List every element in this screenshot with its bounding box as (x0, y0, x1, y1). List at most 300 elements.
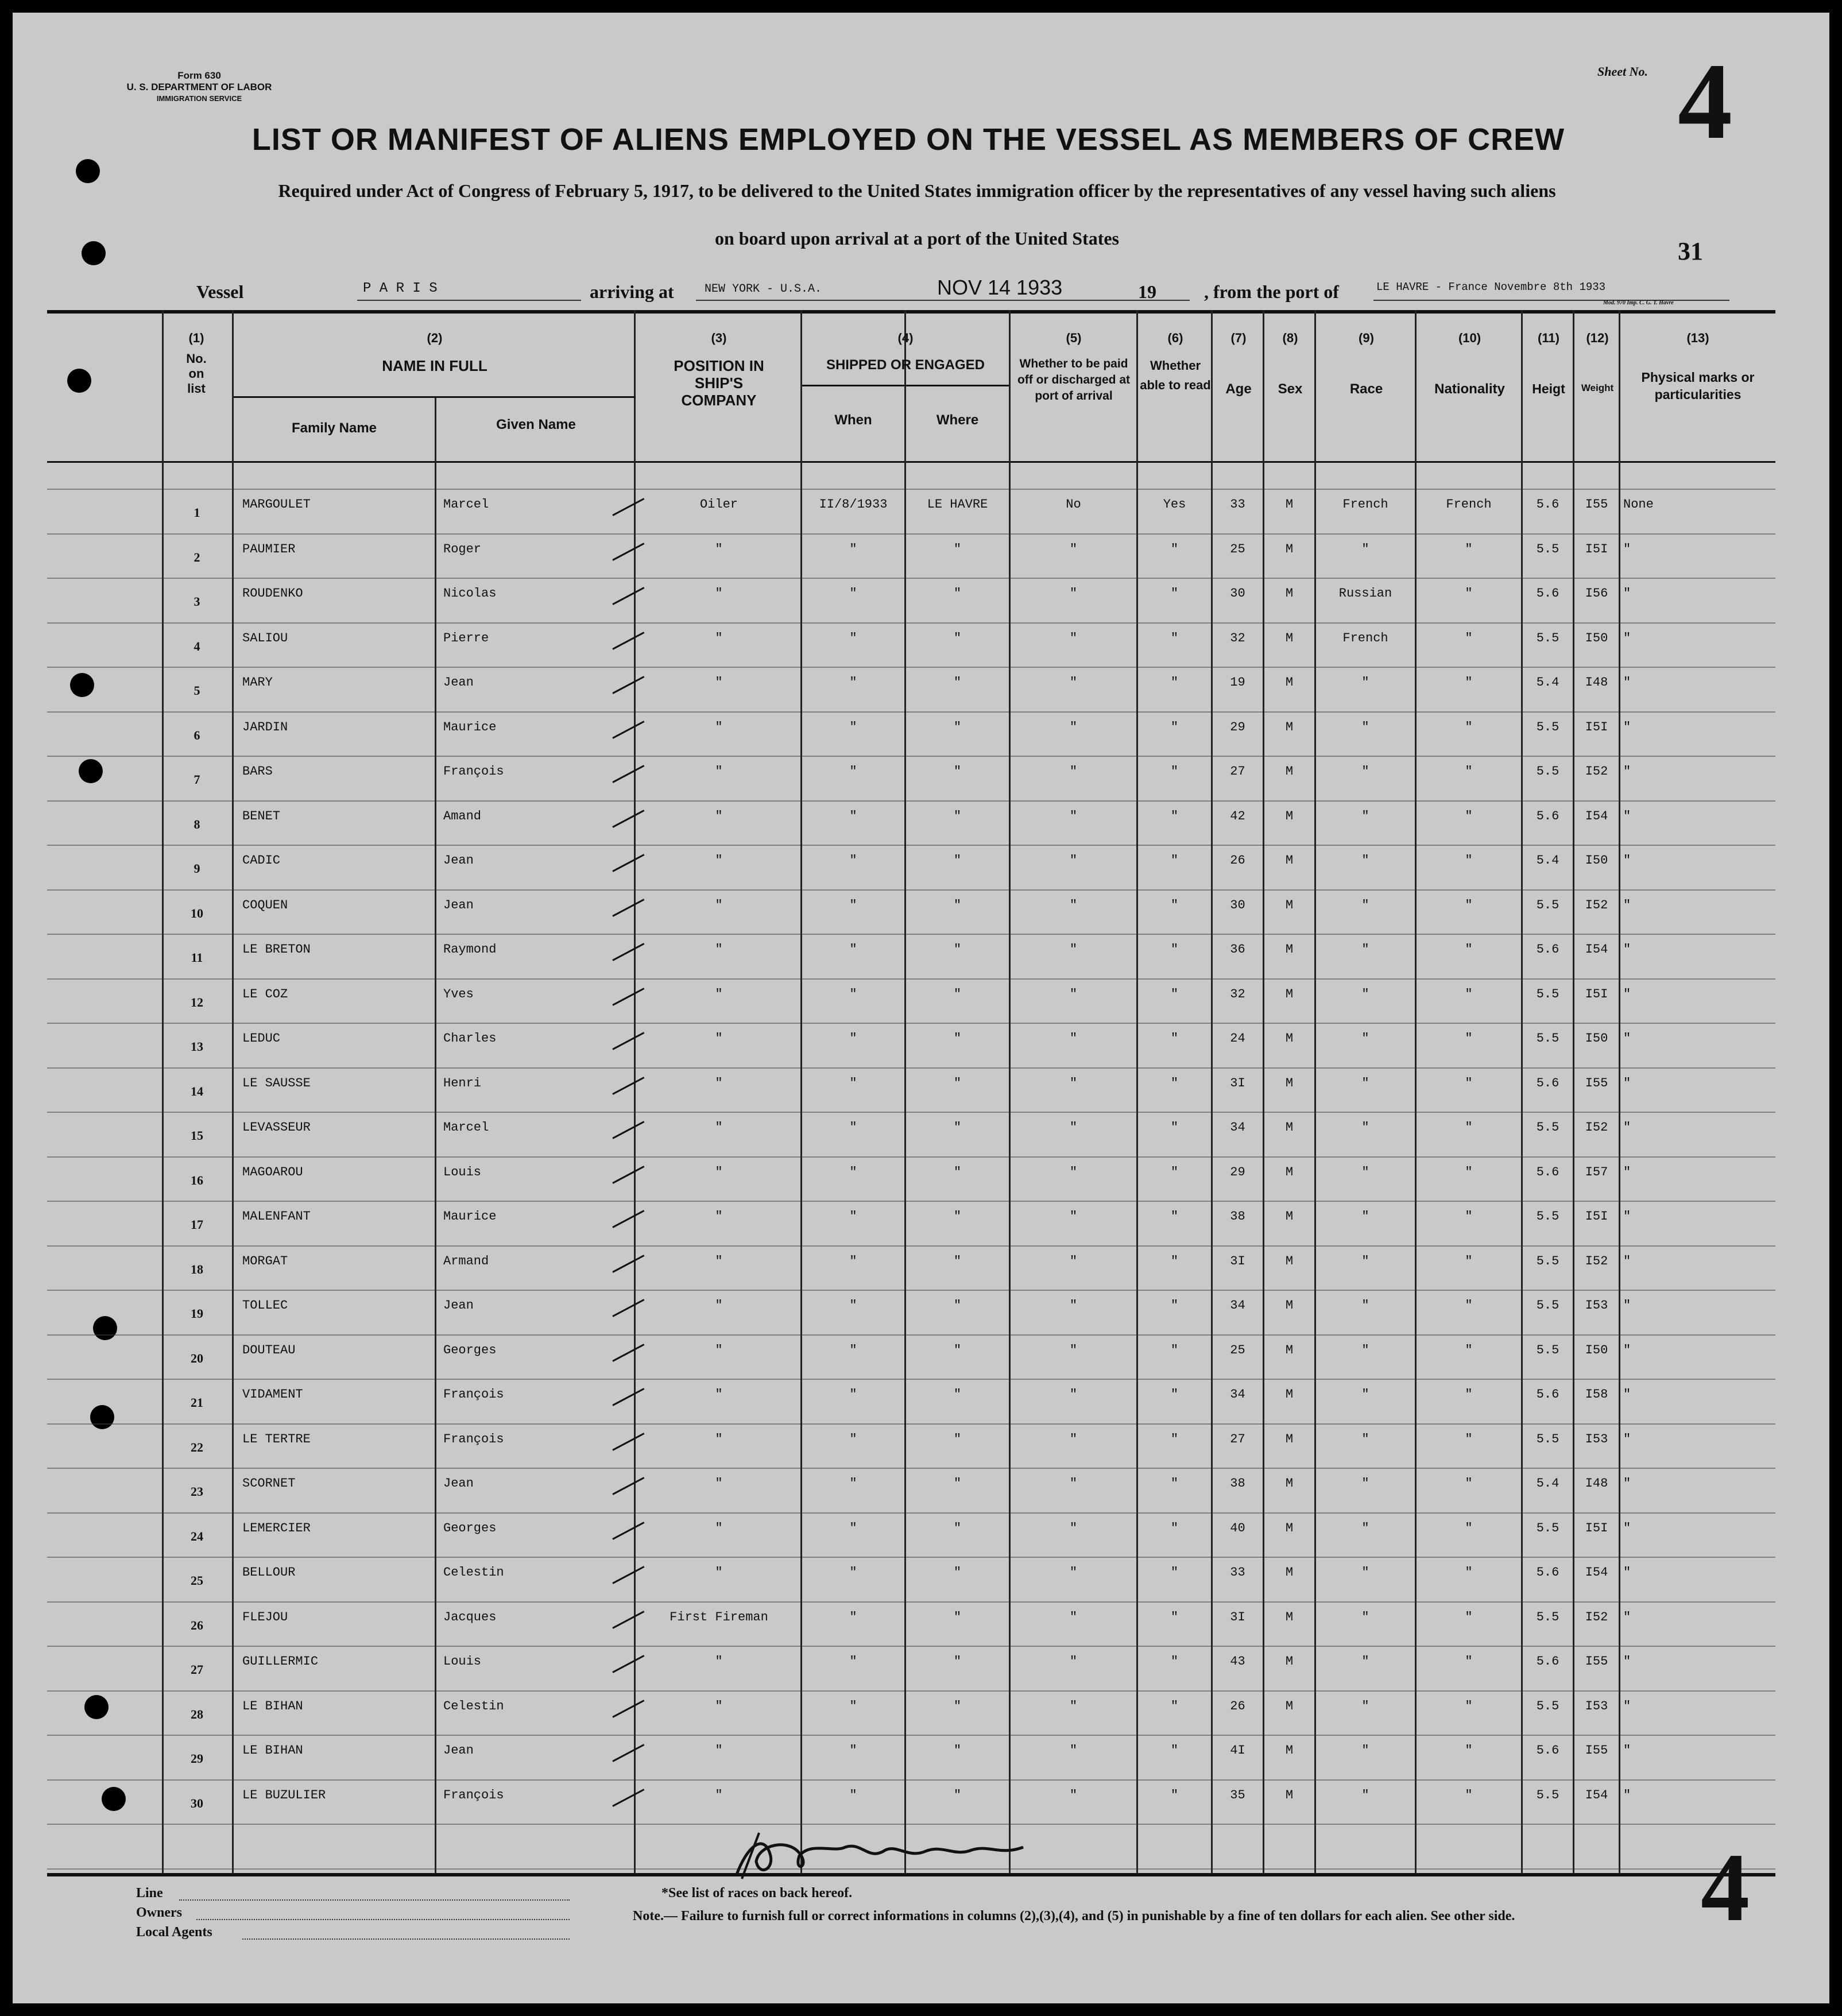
cell-when: " (849, 808, 857, 823)
cell-age: 25 (1230, 541, 1245, 556)
cell-no: 29 (191, 1751, 203, 1766)
subtitle-line-1: Required under Act of Congress of February 5, 1917, to be delivered to the United States immigration officer by the representatives of any vessel having such aliens (278, 180, 1556, 201)
cell-height: 5.5 (1536, 1431, 1559, 1446)
cell-where: " (953, 986, 962, 1001)
cell-where: " (953, 853, 962, 868)
cell-marks: " (1623, 1387, 1631, 1402)
cell-when: " (849, 1743, 857, 1758)
cell-paid: " (1069, 1298, 1078, 1313)
cell-sex: M (1285, 1298, 1294, 1313)
cell-position: " (715, 1031, 723, 1046)
cell-position: " (715, 1342, 723, 1357)
cell-race: " (1361, 1609, 1369, 1624)
cell-no: 1 (194, 505, 200, 520)
cell-height: 5.6 (1536, 942, 1559, 957)
cell-when: " (849, 1609, 857, 1624)
col-6-label: Whether able to read (1140, 358, 1211, 392)
cell-weight: I5I (1585, 1209, 1608, 1224)
cell-family: LE SAUSSE (242, 1075, 311, 1090)
cell-read: " (1170, 1431, 1179, 1446)
cell-marks: " (1623, 1609, 1631, 1624)
col-6-header (1138, 331, 1213, 395)
cell-race: " (1361, 1075, 1369, 1090)
cell-paid: " (1069, 986, 1078, 1001)
cell-where: " (953, 1209, 962, 1224)
table-row (47, 1516, 1775, 1561)
table-row (47, 671, 1775, 715)
cell-paid: " (1069, 1342, 1078, 1357)
cell-height: 5.6 (1536, 808, 1559, 823)
cell-family: MARGOULET (242, 497, 311, 512)
sheet-label: Sheet No. (1597, 64, 1648, 79)
cell-nationality: " (1465, 1698, 1473, 1713)
cell-sex: M (1285, 1209, 1294, 1224)
col-10-header (1417, 331, 1523, 397)
cell-no: 20 (191, 1351, 203, 1365)
cell-nationality: " (1465, 1075, 1473, 1090)
cell-when: " (849, 586, 857, 601)
col-1-label: No. on list (186, 351, 207, 396)
cell-given: Celestin (443, 1565, 504, 1580)
cell-given: Jean (443, 675, 474, 690)
cell-given: Nicolas (443, 586, 497, 601)
cell-when: " (849, 1476, 857, 1491)
cell-nationality: " (1465, 1031, 1473, 1046)
col-3-header (636, 331, 802, 409)
table-row (47, 537, 1775, 582)
cell-age: 25 (1230, 1342, 1245, 1357)
cell-paid: " (1069, 1075, 1078, 1090)
cell-family: BELLOUR (242, 1565, 296, 1580)
cell-height: 5.5 (1536, 1253, 1559, 1268)
cell-age: 43 (1230, 1654, 1245, 1669)
cell-given: Marcel (443, 1120, 489, 1135)
line-label: Line (136, 1886, 163, 1901)
cell-no: 16 (191, 1173, 203, 1187)
service-name: IMMIGRATION SERVICE (156, 94, 242, 103)
cell-read: " (1170, 630, 1179, 645)
punch-hole (76, 159, 100, 183)
cell-age: 38 (1230, 1476, 1245, 1491)
cell-when: " (849, 1787, 857, 1802)
cell-paid: " (1069, 853, 1078, 868)
col-4-where-header: Where (936, 412, 979, 428)
cell-nationality: French (1446, 497, 1492, 512)
cell-no: 28 (191, 1707, 203, 1721)
cell-when: " (849, 1120, 857, 1135)
cell-age: 38 (1230, 1209, 1245, 1224)
cell-height: 5.6 (1536, 1075, 1559, 1090)
department-name: U. S. DEPARTMENT OF LABOR (126, 82, 272, 92)
cell-read: " (1170, 719, 1179, 734)
table-row (47, 760, 1775, 804)
cell-read: " (1170, 1253, 1179, 1268)
cell-race: " (1361, 1476, 1369, 1491)
col-2-family-header: Family Name (291, 420, 377, 436)
cell-race: " (1361, 1209, 1369, 1224)
cell-weight: I48 (1585, 1476, 1608, 1491)
col-2-label: NAME IN FULL (382, 357, 487, 374)
col-10-number: (10) (1458, 331, 1481, 345)
cell-given: Pierre (443, 630, 489, 645)
cell-sex: M (1285, 1253, 1294, 1268)
table-row (47, 1160, 1775, 1205)
cell-no: 25 (191, 1573, 203, 1588)
cell-weight: I52 (1585, 1609, 1608, 1624)
officer-signature (725, 1821, 1046, 1885)
cell-read: " (1170, 1698, 1179, 1713)
cell-sex: M (1285, 1431, 1294, 1446)
cell-no: 22 (191, 1440, 203, 1454)
cell-race: " (1361, 853, 1369, 868)
cell-no: 9 (194, 861, 200, 876)
cell-height: 5.4 (1536, 853, 1559, 868)
header-bottom-rule (47, 461, 1775, 463)
from-port: LE HAVRE - France Novembre 8th 1933 (1376, 281, 1606, 293)
cell-when: " (849, 1387, 857, 1402)
arriving-port: NEW YORK - U.S.A. (705, 283, 822, 296)
cell-race: " (1361, 541, 1369, 556)
cell-read: " (1170, 764, 1179, 779)
cell-height: 5.6 (1536, 1164, 1559, 1179)
cell-paid: " (1069, 1387, 1078, 1402)
cell-race: " (1361, 1520, 1369, 1535)
cell-where: " (953, 1253, 962, 1268)
arriving-label: arriving at (590, 281, 674, 302)
table-row (47, 1472, 1775, 1516)
col-7-header (1213, 331, 1264, 397)
cell-where: " (953, 1120, 962, 1135)
table-row (47, 1427, 1775, 1472)
cell-marks: " (1623, 719, 1631, 734)
cell-when: " (849, 1565, 857, 1580)
cell-position: " (715, 1120, 723, 1135)
cell-height: 5.6 (1536, 497, 1559, 512)
cell-age: 34 (1230, 1298, 1245, 1313)
cell-no: 30 (191, 1796, 203, 1810)
cell-race: " (1361, 897, 1369, 912)
cell-no: 10 (191, 906, 203, 920)
cell-race: " (1361, 1654, 1369, 1669)
col-5-number: (5) (1066, 331, 1082, 345)
cell-marks: " (1623, 1075, 1631, 1090)
cell-read: " (1170, 541, 1179, 556)
cell-family: MALENFANT (242, 1209, 311, 1224)
cell-family: CADIC (242, 853, 281, 868)
cell-race: " (1361, 675, 1369, 690)
cell-weight: I50 (1585, 853, 1608, 868)
cell-read: " (1170, 1520, 1179, 1535)
cell-read: " (1170, 675, 1179, 690)
vessel-label: Vessel (196, 281, 244, 302)
cell-height: 5.5 (1536, 1031, 1559, 1046)
col-7-number: (7) (1230, 331, 1247, 345)
cell-no: 8 (194, 817, 200, 831)
cell-marks: " (1623, 630, 1631, 645)
cell-age: 32 (1230, 630, 1245, 645)
cell-marks: " (1623, 808, 1631, 823)
table-row (47, 626, 1775, 671)
cell-paid: " (1069, 1698, 1078, 1713)
cell-paid: " (1069, 1743, 1078, 1758)
cell-paid: " (1069, 764, 1078, 779)
cell-race: " (1361, 1787, 1369, 1802)
cell-weight: I55 (1585, 1654, 1608, 1669)
cell-when: " (849, 541, 857, 556)
cell-race: French (1342, 497, 1388, 512)
cell-paid: " (1069, 1164, 1078, 1179)
cell-no: 5 (194, 683, 200, 698)
cell-nationality: " (1465, 1520, 1473, 1535)
cell-where: " (953, 942, 962, 957)
cell-read: " (1170, 586, 1179, 601)
cell-age: 3I (1230, 1609, 1245, 1624)
cell-paid: " (1069, 1431, 1078, 1446)
cell-position: " (715, 942, 723, 957)
cell-given: Maurice (443, 1209, 497, 1224)
cell-nationality: " (1465, 675, 1473, 690)
table-row (47, 1605, 1775, 1650)
col-7-label: Age (1225, 381, 1252, 397)
cell-nationality: " (1465, 853, 1473, 868)
cell-marks: " (1623, 986, 1631, 1001)
cell-age: 36 (1230, 942, 1245, 957)
cell-read: " (1170, 1120, 1179, 1135)
table-row (47, 1383, 1775, 1427)
cell-age: 30 (1230, 586, 1245, 601)
cell-weight: I58 (1585, 1387, 1608, 1402)
cell-paid: " (1069, 1209, 1078, 1224)
cell-family: LEVASSEUR (242, 1120, 311, 1135)
cell-read: Yes (1163, 497, 1186, 512)
cell-family: LE BIHAN (242, 1743, 303, 1758)
sheet-number-bottom: 4 (1701, 1833, 1750, 1941)
col-13-number: (13) (1686, 331, 1709, 345)
cell-nationality: " (1465, 1609, 1473, 1624)
col-1-number: (1) (188, 331, 204, 345)
cell-given: François (443, 764, 504, 779)
cell-weight: I5I (1585, 541, 1608, 556)
table-row (47, 849, 1775, 893)
cell-when: " (849, 986, 857, 1001)
crew-manifest-table (47, 310, 1775, 1878)
cell-where: " (953, 1787, 962, 1802)
table-top-rule (47, 310, 1775, 314)
cell-sex: M (1285, 986, 1294, 1001)
manifest-page (13, 13, 1829, 2003)
cell-read: " (1170, 1565, 1179, 1580)
cell-paid: " (1069, 1476, 1078, 1491)
cell-sex: M (1285, 586, 1294, 601)
table-row (47, 1338, 1775, 1383)
col-3-label: POSITION IN SHIP'S COMPANY (674, 357, 764, 409)
cell-sex: M (1285, 897, 1294, 912)
table-row (47, 715, 1775, 760)
cell-race: " (1361, 1743, 1369, 1758)
table-row (47, 982, 1775, 1027)
cell-position: First Fireman (670, 1609, 768, 1624)
col-8-label: Sex (1278, 381, 1303, 397)
cell-given: Roger (443, 541, 482, 556)
cell-height: 5.5 (1536, 1609, 1559, 1624)
cell-paid: " (1069, 808, 1078, 823)
col-12-label: Weight (1581, 382, 1614, 393)
cell-height: 5.5 (1536, 1520, 1559, 1535)
cell-position: " (715, 1698, 723, 1713)
cell-when: " (849, 1298, 857, 1313)
cell-where: " (953, 1342, 962, 1357)
owners-field (196, 1919, 570, 1920)
cell-where: " (953, 1520, 962, 1535)
table-row (47, 493, 1775, 537)
col-3-number: (3) (711, 331, 727, 345)
cell-when: " (849, 719, 857, 734)
cell-family: MAGOAROU (242, 1164, 303, 1179)
cell-where: " (953, 764, 962, 779)
cell-paid: " (1069, 630, 1078, 645)
cell-age: 40 (1230, 1520, 1245, 1535)
cell-given: Celestin (443, 1698, 504, 1713)
cell-where: " (953, 1698, 962, 1713)
cell-marks: " (1623, 764, 1631, 779)
cell-nationality: " (1465, 1565, 1473, 1580)
cell-race: " (1361, 1253, 1369, 1268)
cell-height: 5.4 (1536, 1476, 1559, 1491)
cell-read: " (1170, 1609, 1179, 1624)
cell-no: 18 (191, 1262, 203, 1276)
cell-when: " (849, 1075, 857, 1090)
cell-where: " (953, 675, 962, 690)
cell-race: " (1361, 1431, 1369, 1446)
col-2-divider (234, 396, 636, 398)
cell-sex: M (1285, 675, 1294, 690)
cell-weight: I5I (1585, 986, 1608, 1001)
cell-no: 27 (191, 1662, 203, 1677)
cell-age: 26 (1230, 853, 1245, 868)
cell-marks: " (1623, 1342, 1631, 1357)
cell-read: " (1170, 1164, 1179, 1179)
cell-weight: I53 (1585, 1298, 1608, 1313)
col-2-header (234, 331, 636, 375)
cell-paid: " (1069, 719, 1078, 734)
cell-weight: I54 (1585, 942, 1608, 957)
col-12-number: (12) (1586, 331, 1609, 345)
cell-race: " (1361, 1342, 1369, 1357)
cell-age: 3I (1230, 1075, 1245, 1090)
cell-no: 7 (194, 772, 200, 787)
cell-given: Louis (443, 1164, 482, 1179)
cell-family: LE BUZULIER (242, 1787, 326, 1802)
cell-paid: " (1069, 897, 1078, 912)
cell-when: " (849, 853, 857, 868)
cell-weight: I55 (1585, 497, 1608, 512)
cell-paid: " (1069, 541, 1078, 556)
cell-where: " (953, 1164, 962, 1179)
cell-weight: I52 (1585, 1253, 1608, 1268)
cell-sex: M (1285, 1075, 1294, 1090)
cell-sex: M (1285, 942, 1294, 957)
cell-age: 3I (1230, 1253, 1245, 1268)
cell-read: " (1170, 1387, 1179, 1402)
table-row (47, 938, 1775, 982)
cell-family: BARS (242, 764, 273, 779)
cell-read: " (1170, 1075, 1179, 1090)
cell-family: FLEJOU (242, 1609, 288, 1624)
cell-read: " (1170, 853, 1179, 868)
cell-no: 26 (191, 1618, 203, 1632)
cell-marks: " (1623, 897, 1631, 912)
cell-position: " (715, 719, 723, 734)
cell-family: LEMERCIER (242, 1520, 311, 1535)
cell-nationality: " (1465, 1654, 1473, 1669)
cell-sex: M (1285, 1120, 1294, 1135)
cell-sex: M (1285, 497, 1294, 512)
cell-marks: " (1623, 942, 1631, 957)
line-field (179, 1899, 570, 1901)
cell-where: " (953, 719, 962, 734)
cell-no: 11 (191, 950, 203, 965)
cell-height: 5.5 (1536, 764, 1559, 779)
cell-given: Jean (443, 897, 474, 912)
cell-paid: " (1069, 942, 1078, 957)
cell-family: LE BIHAN (242, 1698, 303, 1713)
cell-no: 13 (191, 1039, 203, 1054)
cell-position: " (715, 853, 723, 868)
cell-marks: " (1623, 1787, 1631, 1802)
cell-paid: " (1069, 1253, 1078, 1268)
cell-nationality: " (1465, 1120, 1473, 1135)
cell-position: " (715, 1476, 723, 1491)
cell-when: " (849, 1342, 857, 1357)
cell-sex: M (1285, 1698, 1294, 1713)
cell-given: Henri (443, 1075, 482, 1090)
cell-sex: M (1285, 1476, 1294, 1491)
cell-where: " (953, 1075, 962, 1090)
cell-weight: I53 (1585, 1698, 1608, 1713)
arrival-stamp-date: NOV 14 1933 (937, 276, 1063, 299)
cell-height: 5.6 (1536, 1387, 1559, 1402)
cell-age: 27 (1230, 1431, 1245, 1446)
cell-race: " (1361, 1298, 1369, 1313)
col-2-given-header: Given Name (496, 417, 576, 432)
cell-nationality: " (1465, 1164, 1473, 1179)
cell-read: " (1170, 1209, 1179, 1224)
row-rule (47, 489, 1775, 490)
cell-given: Armand (443, 1253, 489, 1268)
cell-race: Russian (1338, 586, 1392, 601)
col-4-label: SHIPPED OR ENGAGED (826, 357, 985, 373)
cell-family: GUILLERMIC (242, 1654, 319, 1669)
cell-where: " (953, 586, 962, 601)
cell-age: 26 (1230, 1698, 1245, 1713)
cell-when: " (849, 897, 857, 912)
table-row (47, 1071, 1775, 1116)
cell-nationality: " (1465, 808, 1473, 823)
col-13-header (1620, 331, 1775, 403)
cell-when: " (849, 764, 857, 779)
table-row (47, 1249, 1775, 1294)
cell-read: " (1170, 897, 1179, 912)
cell-read: " (1170, 1476, 1179, 1491)
cell-position: " (715, 986, 723, 1001)
col-5-header (1011, 331, 1137, 404)
cell-marks: None (1623, 497, 1654, 512)
cell-family: JARDIN (242, 719, 288, 734)
cell-height: 5.5 (1536, 1209, 1559, 1224)
cell-where: " (953, 1387, 962, 1402)
cell-height: 5.5 (1536, 1787, 1559, 1802)
cell-race: " (1361, 986, 1369, 1001)
